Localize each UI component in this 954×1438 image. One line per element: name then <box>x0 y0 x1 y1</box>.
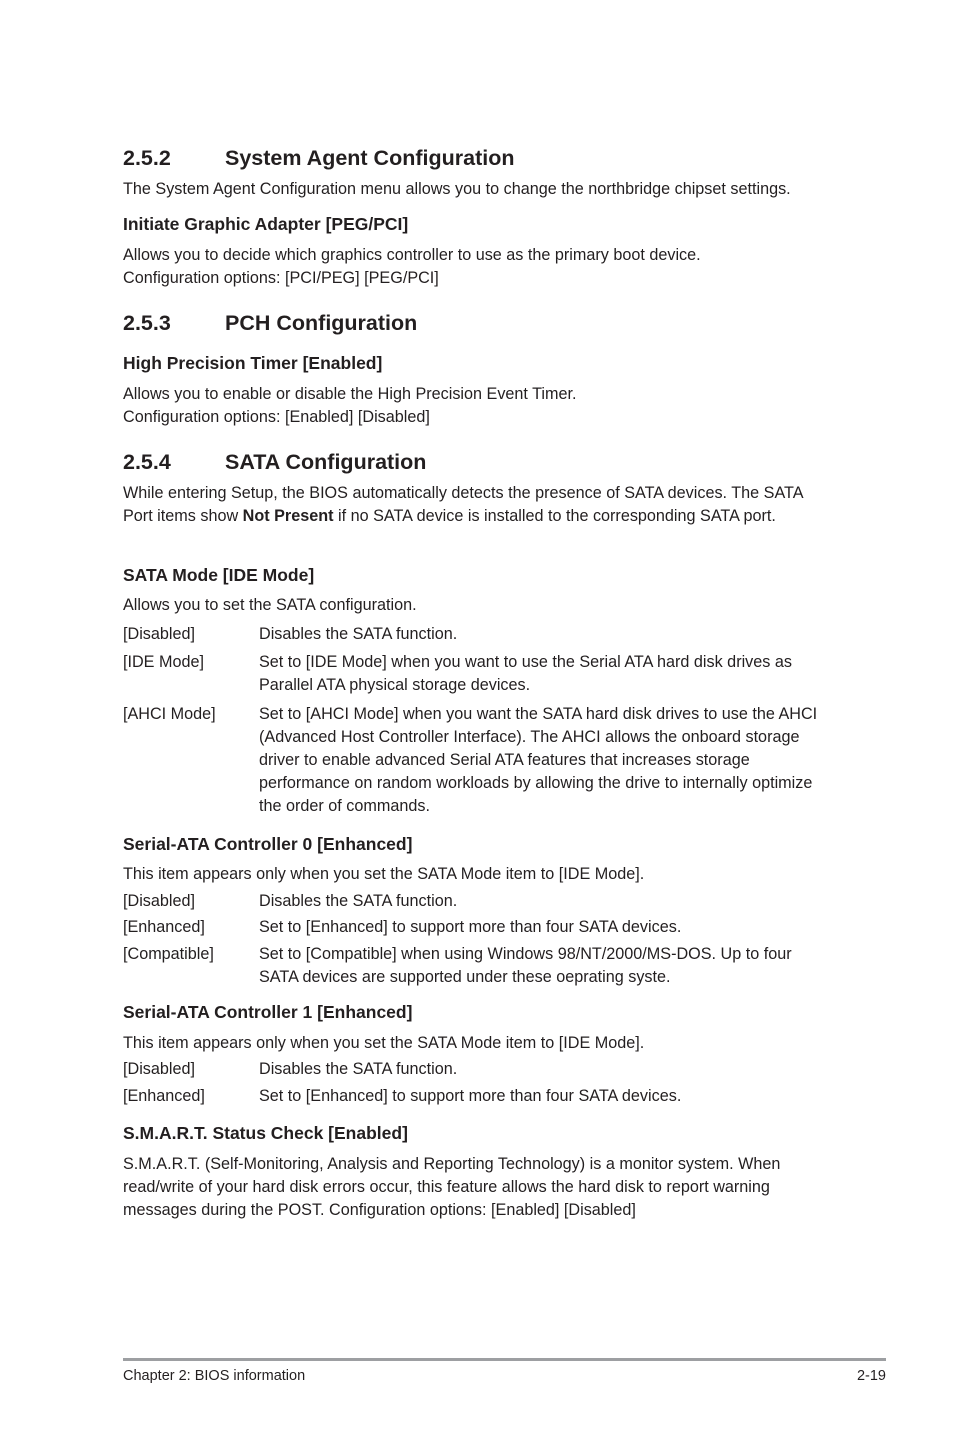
item-config-options: Configuration options: [Enabled] [Disabled] <box>123 408 430 426</box>
intro-text: While entering Setup, the BIOS automatically detects the presence of SATA devices. The SATA Port items show <box>123 484 803 525</box>
item-description: Allows you to decide which graphics controller to use as the primary boot device. <box>123 246 701 264</box>
section-heading-2-5-4 <box>123 449 843 475</box>
item-config-options: Configuration options: [PCI/PEG] [PEG/PCI] <box>123 269 439 287</box>
item-heading-high-precision-timer: High Precision Timer [Enabled] <box>123 353 383 373</box>
item-heading-initiate-graphic-adapter: Initiate Graphic Adapter [PEG/PCI] <box>123 214 409 234</box>
option-key: [Disabled] <box>123 892 195 910</box>
option-value: Disables the SATA function. <box>259 625 458 643</box>
section-intro <box>123 482 833 528</box>
item-heading-sata-mode: SATA Mode [IDE Mode] <box>123 565 315 585</box>
item-description: This item appears only when you set the SATA Mode item to [IDE Mode]. <box>123 1034 645 1052</box>
section-title: SATA Configuration <box>225 450 427 474</box>
option-value: Disables the SATA function. <box>259 1060 458 1078</box>
intro-text-end: if no SATA device is installed to the corresponding SATA port. <box>333 507 776 525</box>
option-row <box>123 916 843 939</box>
item-description: Allows you to enable or disable the High Precision Event Timer. <box>123 385 577 403</box>
option-value: Set to [Enhanced] to support more than four SATA devices. <box>259 1087 682 1105</box>
section-heading-2-5-3 <box>123 310 843 336</box>
footer-page-number: 2-19 <box>856 1368 886 1384</box>
item-heading-serial-ata-controller-0: Serial-ATA Controller 0 [Enhanced] <box>123 834 413 854</box>
intro-emphasis: Not Present <box>242 507 334 525</box>
option-row <box>123 703 843 818</box>
footer-divider <box>123 1358 886 1361</box>
option-row <box>123 623 843 646</box>
item-description: Allows you to set the SATA configuration. <box>123 596 417 614</box>
item-description: This item appears only when you set the SATA Mode item to [IDE Mode]. <box>123 865 645 883</box>
item-heading-smart-status-check: S.M.A.R.T. Status Check [Enabled] <box>123 1123 408 1143</box>
option-value: Set to [IDE Mode] when you want to use the Serial ATA hard disk drives as Parallel ATA physical storage devices. <box>259 653 792 694</box>
option-key: [Enhanced] <box>123 918 205 936</box>
option-key: [AHCI Mode] <box>123 705 216 723</box>
section-title: PCH Configuration <box>225 311 418 335</box>
section-number: 2.5.4 <box>123 450 171 474</box>
section-number: 2.5.3 <box>123 311 171 335</box>
option-key: [Disabled] <box>123 625 195 643</box>
option-key: [Compatible] <box>123 945 214 963</box>
option-row <box>123 1058 843 1081</box>
option-row <box>123 890 843 913</box>
option-row <box>123 1085 843 1108</box>
option-row <box>123 651 843 697</box>
item-heading-serial-ata-controller-1: Serial-ATA Controller 1 [Enhanced] <box>123 1002 413 1022</box>
option-value: Set to [Compatible] when using Windows 98/NT/2000/MS-DOS. Up to four SATA devices are supported under these oeprating syste. <box>259 945 792 986</box>
option-value: Set to [Enhanced] to support more than four SATA devices. <box>259 918 682 936</box>
option-key: [Disabled] <box>123 1060 195 1078</box>
footer-chapter: Chapter 2: BIOS information <box>123 1368 306 1384</box>
option-row <box>123 943 843 989</box>
option-value: Disables the SATA function. <box>259 892 458 910</box>
option-key: [Enhanced] <box>123 1087 205 1105</box>
section-intro: The System Agent Configuration menu allows you to change the northbridge chipset settings. <box>123 180 791 198</box>
option-key: [IDE Mode] <box>123 653 204 671</box>
section-number: 2.5.2 <box>123 146 171 170</box>
item-description: S.M.A.R.T. (Self-Monitoring, Analysis and Reporting Technology) is a monitor system. When read/write of your hard disk errors occur, this feature allows the hard disk to report warning messages during the POST. Configuration options: [Enabled] [Disabled] <box>123 1155 781 1219</box>
section-heading-2-5-2 <box>123 145 843 171</box>
section-title: System Agent Configuration <box>225 146 515 170</box>
option-value: Set to [AHCI Mode] when you want the SATA hard disk drives to use the AHCI (Advanced Host Controller Interface). The AHCI allows the onboard storage driver to enable advanced Serial ATA features that increases storage performance on random workloads by allowing the drive to internally optimize the order of commands. <box>259 705 818 815</box>
